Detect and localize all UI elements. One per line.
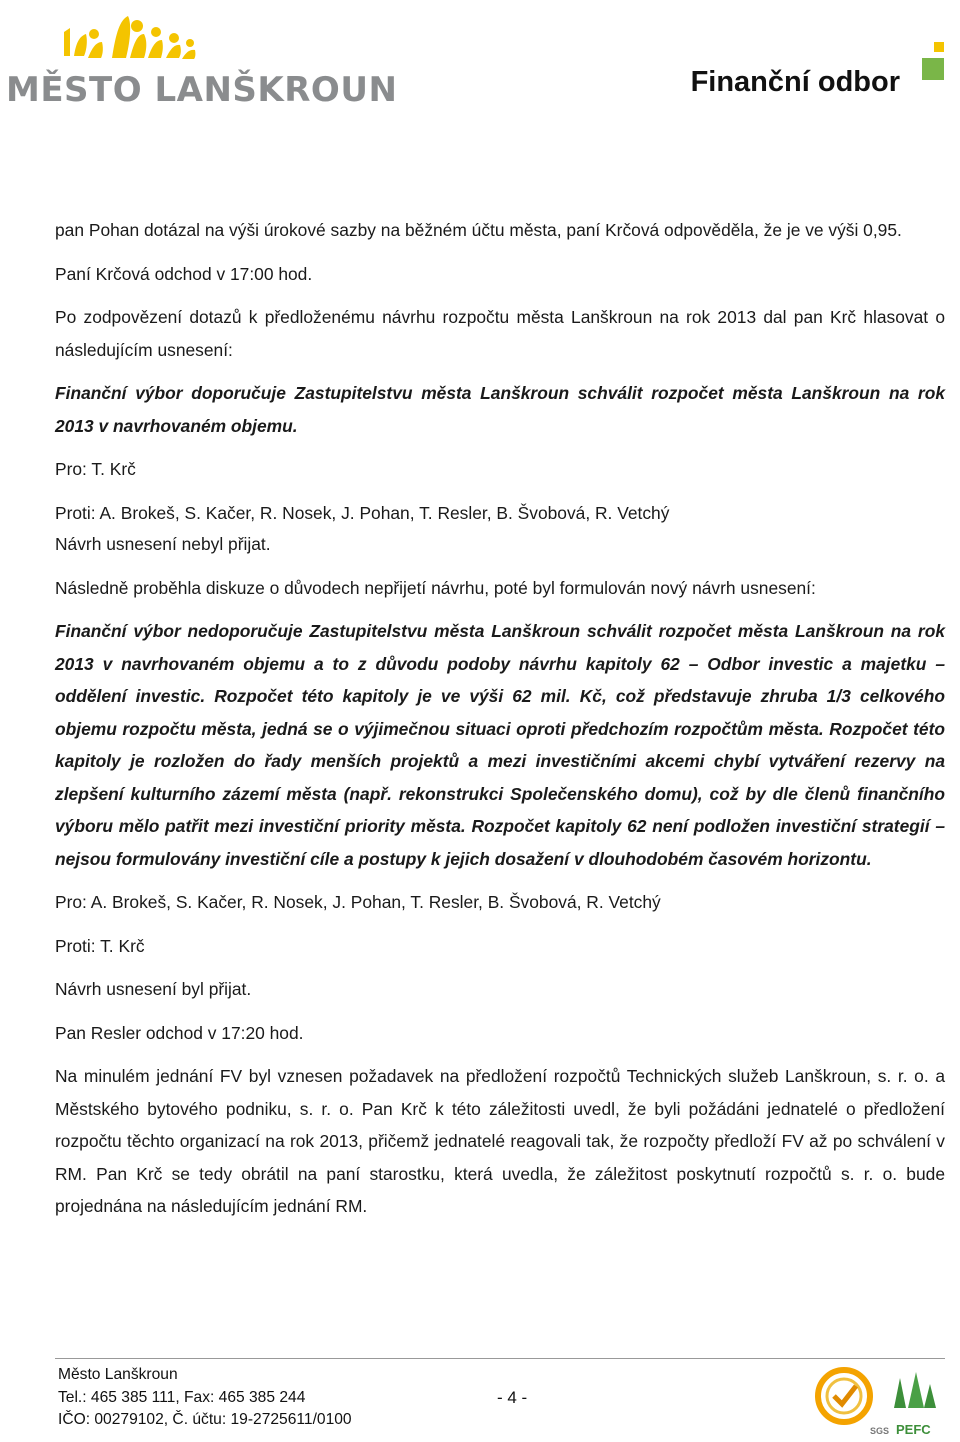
vote2-for: Pro: A. Brokeš, S. Kačer, R. Nosek, J. Pohan, T. Resler, B. Švobová, R. Vetchý [55,892,661,912]
vote1-against: Proti: A. Brokeš, S. Kačer, R. Nosek, J. Pohan, T. Resler, B. Švobová, R. Vetchý [55,502,670,523]
vote1-result: Návrh usnesení nebyl přijat. [55,534,271,554]
paragraph-budget-request: Na minulém jednání FV byl vznesen požadavek na předložení rozpočtů Technických služeb Lanškroun, s. r. o. a Městského bytového podniku, s. r. o. Pan Krč k této záležitosti uvedl, že byli požádáni jednatelé o předložení rozpočtu těchto organizací na rok 2013, přičemž jednatelé reagovali tak, že rozpočty předloží FV až po schválení v RM. Pan Krč se tedy obrátil na paní starostku, která uvedla, že záležitost poskytnutí rozpočtů s. r. o. bude projednána na následujícím jednání RM. [55,1066,945,1216]
page-footer [0,1350,960,1442]
logo-text-mesto: MĚSTO [6,70,155,110]
paragraph-vote-intro: Po zodpovězení dotazů k předloženému návrhu rozpočtu města Lanškroun na rok 2013 dal pan Krč hlasovat o následujícím usnesení: [55,307,945,360]
logo-text-lanskroun: LANŠKROUN [154,70,398,110]
city-logo [4,12,398,122]
resolution-proposal-1: Finanční výbor doporučuje Zastupitelstvu města Lanškroun schválit rozpočet města Lanškroun na rok 2013 v navrhovaném objemu. [55,383,945,436]
vote1-for: Pro: T. Krč [55,459,136,479]
vote2-against: Proti: T. Krč [55,935,145,956]
logo-wordmark [6,70,397,110]
resolution-proposal-2: Finanční výbor nedoporučuje Zastupitelstvu města Lanškroun schválit rozpočet města Lanškroun na rok 2013 v navrhovaném objemu a to z důvodu podoby návrhu kapitoly 62 – Odbor investic a majetku – oddělení investic. Rozpočet této kapitoly je ve výši 62 mil. Kč, což představuje zhruba 1/3 celkového objemu rozpočtu města, jedná se o výjimečnou situaci oproti předchozím rozpočtům města. Rozpočet této kapitoly je rozložen do řady menších projektů a mezi investičními akcemi chybí vytváření rezervy na zlepšení kulturního zázemí města (např. rekonstrukci Společenského domu), což by dle členů finančního výboru mělo patřit mezi investiční priority města. Rozpočet kapitoly 62 není podložen investiční strategií – nejsou formulovány investiční cíle a postupy k jejich dosažení v dlouhodobém časovém horizontu. [55,621,945,869]
paragraph-interest-rate: pan Pohan dotázal na výši úrokové sazby na běžném účtu města, paní Krčová odpověděla, že je ve výši 0,95. [55,220,902,240]
footer-divider [55,1358,945,1359]
corner-squares-icon [912,42,946,90]
footer-phone-fax: Tel.: 465 385 111, Fax: 465 385 244 [58,1388,306,1406]
paragraph-departure-resler: Pan Resler odchod v 17:20 hod. [55,1022,304,1043]
paragraph-discussion: Následně proběhla diskuze o důvodech nepřijetí návrhu, poté byl formulován nový návrh usnesení: [55,577,816,598]
page-number: - 4 - [497,1388,528,1407]
logo-figures-icon [4,12,324,72]
cert-pefc-label: PEFC [896,1422,931,1437]
vote2-result: Návrh usnesení byl přijat. [55,979,252,999]
footer-contact-block [58,1364,352,1432]
document-body [55,214,945,1223]
footer-ids: IČO: 00279102, Č. účtu: 19-2725611/0100 [58,1411,352,1428]
department-title: Finanční odbor [690,66,900,98]
paragraph-departure-krcova: Paní Krčová odchod v 17:00 hod. [55,263,313,284]
cert-sgs-label: SGS [870,1426,890,1436]
page-header [0,0,960,120]
certification-logos-icon [814,1360,944,1438]
footer-org: Město Lanškroun [58,1366,178,1383]
